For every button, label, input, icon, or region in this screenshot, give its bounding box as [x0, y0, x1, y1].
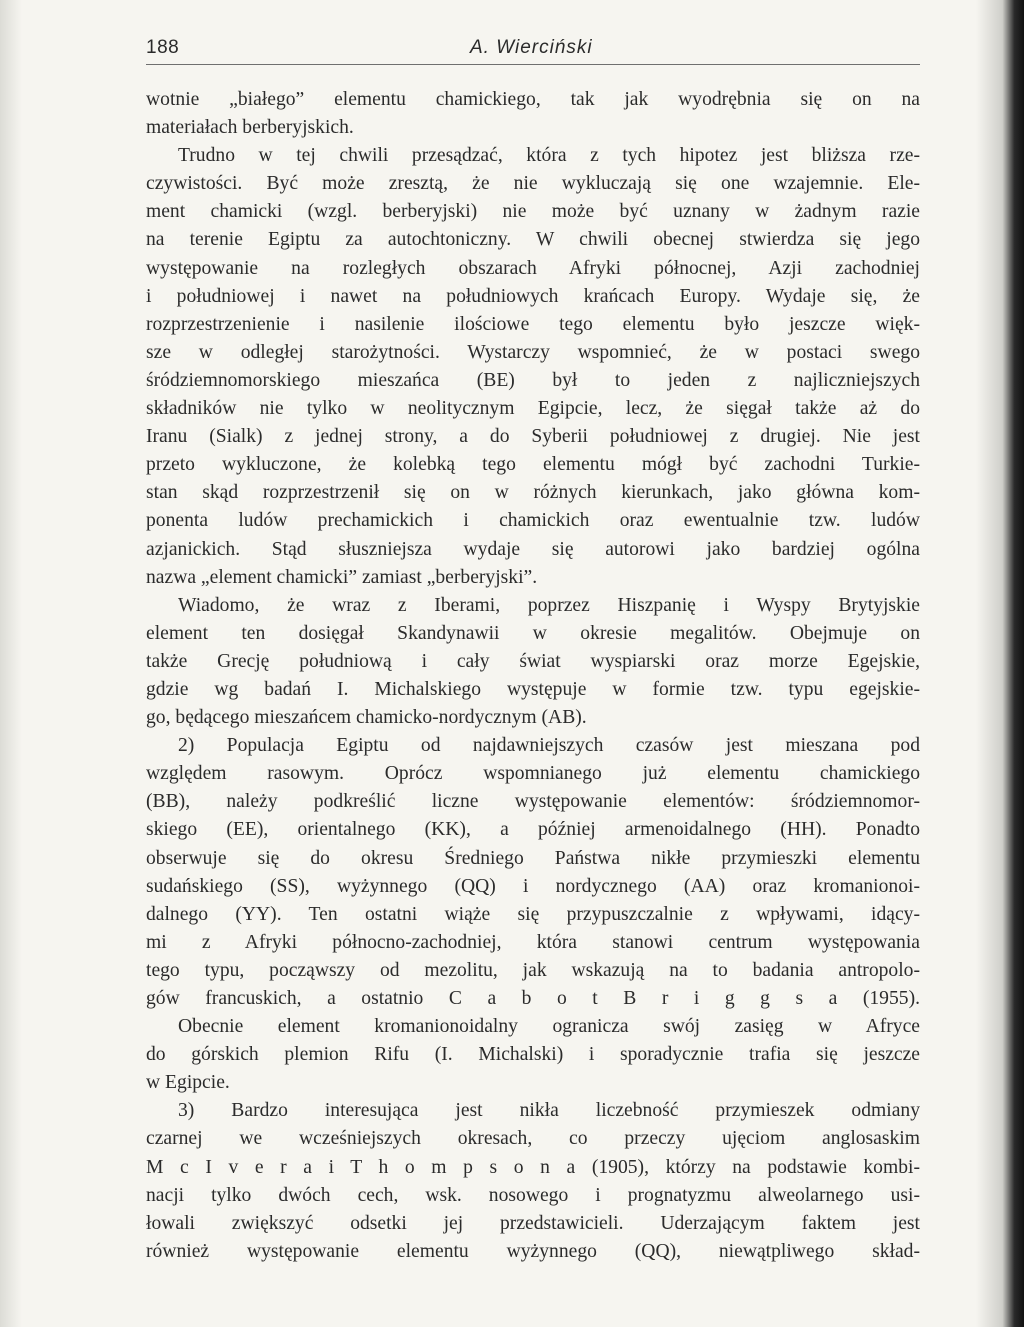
text-line: sudańskiego (SS), wyżynnego (QQ) i nordycznego (AA) oraz kromanionoi-	[146, 875, 920, 897]
text-line: materiałach berberyjskich.	[146, 117, 354, 139]
text-line: azjanickich. Stąd słuszniejsza wydaje się autorowi jako bardziej ogólna	[146, 538, 920, 560]
text-line: w Egipcie.	[146, 1072, 230, 1094]
text-line: przeto wykluczone, że kolebką tego elementu mógł być zachodni Turkie-	[146, 454, 920, 476]
text-line: M c I v e r a i T h o m p s o n a (1905), którzy na podstawie kombi-	[146, 1156, 920, 1178]
text-line: Obecnie element kromanionoidalny ogranicza swój zasięg w Afryce	[178, 1016, 920, 1038]
text-line: ponenta ludów prechamickich i chamickich oraz ewentualnie tzw. ludów	[146, 510, 920, 532]
text-line: skiego (EE), orientalnego (KK), a później armenoidalnego (HH). Ponadto	[146, 819, 920, 841]
text-line: gdzie wg badań I. Michalskiego występuje w formie tzw. typu egejskie-	[146, 678, 920, 700]
text-line: rozprzestrzenienie i nasilenie ilościowe tego elementu było jeszcze więk-	[146, 313, 920, 335]
page-number: 188	[146, 37, 180, 58]
text-line: nazwa „element chamicki” zamiast „berberyjski”.	[146, 566, 538, 588]
text-line: 2) Populacja Egiptu od najdawniejszych czasów jest mieszana pod	[178, 735, 920, 757]
text-line: sze w odległej starożytności. Wystarczy wspomnieć, że w postaci swego	[146, 341, 920, 363]
running-head-author: A. Wierciński	[470, 37, 593, 58]
text-line: element ten dosięgał Skandynawii w okresie megalitów. Obejmuje on	[146, 622, 920, 644]
text-line: i południowej i nawet na południowych krańcach Europy. Wydaje się, że	[146, 285, 920, 307]
text-line: mi z Afryki północno-zachodniej, która stanowi centrum występowania	[146, 931, 920, 953]
text-line: na terenie Egiptu za autochtoniczny. W chwili obecnej stwierdza się jego	[146, 229, 920, 251]
body-text	[146, 86, 920, 1266]
text-line: Iranu (Sialk) z jednej strony, a do Syberii południowej z drugiej. Nie jest	[146, 426, 920, 448]
text-line: także Grecję południową i cały świat wyspiarski oraz morze Egejskie,	[146, 650, 920, 672]
text-line: gów francuskich, a ostatnio C a b o t B r i g g s a (1955).	[146, 988, 920, 1009]
text-line: tego typu, począwszy od mezolitu, jak wskazują na to badania antropolo-	[146, 959, 920, 981]
text-line: łowali zwiększyć odsetki jej przedstawicieli. Uderzającym faktem jest	[146, 1212, 920, 1234]
text-line: Wiadomo, że wraz z Iberami, poprzez Hiszpanię i Wyspy Brytyjskie	[178, 594, 920, 616]
text-line: wotnie „białego” elementu chamickiego, tak jak wyodrębnia się on na	[146, 89, 920, 110]
text-line: czywistości. Być może zresztą, że nie wykluczają się one wzajemnie. Ele-	[146, 173, 920, 195]
text-line: czarnej we wcześniejszych okresach, co przeczy ujęciom anglosaskim	[146, 1128, 920, 1150]
text-line: nacji tylko dwóch cech, wsk. nosowego i prognatyzmu alweolarnego usi-	[146, 1184, 920, 1206]
text-line: 3) Bardzo interesująca jest nikła liczebność przymieszek odmiany	[178, 1100, 920, 1122]
page-left-edge	[0, 0, 22, 1327]
page-header	[146, 34, 920, 65]
text-line: względem rasowym. Oprócz wspomnianego już elementu chamickiego	[146, 763, 920, 785]
text-line: ment chamicki (wzgl. berberyjski) nie może być uznany w żadnym razie	[146, 201, 920, 223]
text-line: również występowanie elementu wyżynnego (QQ), niewątpliwego skład-	[146, 1240, 920, 1262]
page-binding-edge	[976, 0, 1024, 1327]
text-line: (BB), należy podkreślić liczne występowanie elementów: śródziemnomor-	[146, 791, 920, 813]
text-line: stan skąd rozprzestrzenił się on w różnych kierunkach, jako główna kom-	[146, 482, 920, 504]
text-line: obserwuje się do okresu Średniego Państwa nikłe przymieszki elementu	[146, 847, 920, 869]
text-line: występowanie na rozległych obszarach Afryki północnej, Azji zachodniej	[146, 257, 920, 279]
text-line: Trudno w tej chwili przesądzać, która z tych hipotez jest bliższa rze-	[178, 145, 920, 167]
text-line: śródziemnomorskiego mieszańca (BE) był to jeden z najliczniejszych	[146, 369, 920, 391]
text-line: go, będącego mieszańcem chamicko-nordycznym (AB).	[146, 707, 587, 729]
text-line: składników nie tylko w neolitycznym Egipcie, lecz, że sięgał także aż do	[146, 398, 920, 420]
text-line: do górskich plemion Rifu (I. Michalski) i sporadycznie trafia się jeszcze	[146, 1044, 920, 1066]
text-line: dalnego (YY). Ten ostatni wiąże się przypuszczalnie z wpływami, idący-	[146, 903, 920, 925]
